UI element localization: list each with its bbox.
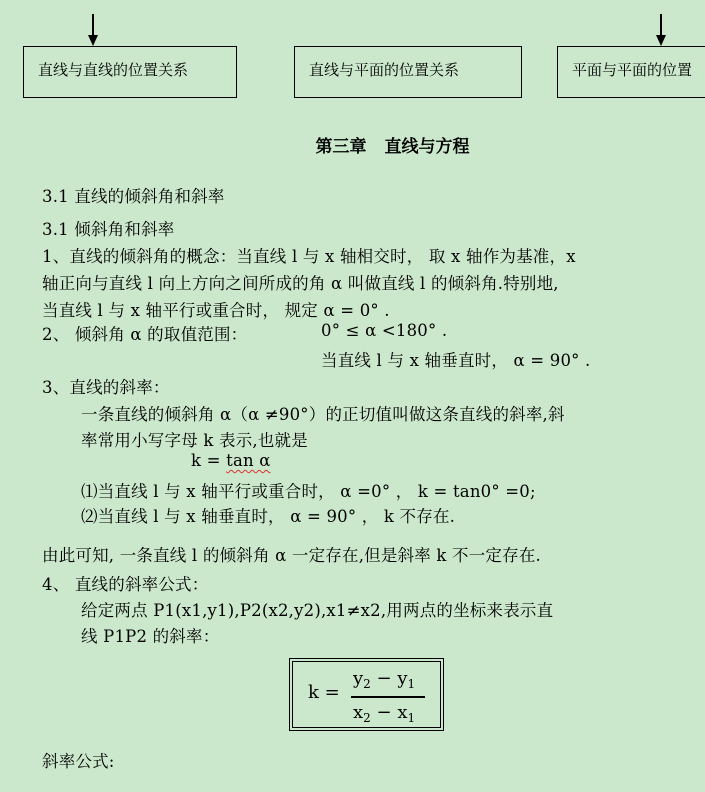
numerator-minus: − bbox=[370, 668, 398, 689]
text-line-15: 线 P1P2 的斜率： bbox=[81, 627, 220, 646]
flow-box-plane-plane: 平面与平面的位置 bbox=[557, 46, 705, 98]
text-line-10: ⑴当直线 l 与 x 轴平行或重合时， α =0° ， k = tan0° =0; bbox=[81, 482, 536, 501]
section-heading-1: 3.1 直线的倾斜角和斜率 bbox=[42, 187, 225, 206]
denominator-sub-2: 2 bbox=[363, 711, 371, 725]
text-line-13: 4、 直线的斜率公式： bbox=[42, 575, 209, 594]
text-line-14: 给定两点 P1(x1,y1),P2(x2,y2),x1≠x2,用两点的坐标来表示直 bbox=[81, 601, 554, 620]
flow-box-line-plane: 直线与平面的位置关系 bbox=[294, 46, 522, 98]
arrow-right-head bbox=[656, 35, 666, 46]
numerator-sub-2: 2 bbox=[363, 677, 371, 691]
denominator-x: x bbox=[353, 702, 364, 723]
flow-box-line-line: 直线与直线的位置关系 bbox=[23, 46, 237, 98]
formula-denominator bbox=[353, 702, 415, 725]
text-line-12: 由此可知, 一条直线 l 的倾斜角 α 一定存在,但是斜率 k 不一定存在. bbox=[42, 546, 541, 565]
section-heading-2: 3.1 倾斜角和斜率 bbox=[42, 220, 175, 239]
fraction-bar bbox=[351, 696, 425, 698]
k-equals: k = bbox=[191, 451, 227, 470]
formula-numerator bbox=[353, 668, 415, 691]
chapter-title bbox=[0, 132, 705, 157]
text-line-6: 3、直线的斜率： bbox=[42, 378, 170, 397]
text-line-7: 一条直线的倾斜角 α（α ≠90°）的正切值叫做这条直线的斜率,斜 bbox=[81, 405, 565, 424]
formula-lhs: k = bbox=[308, 682, 340, 703]
denominator-x: x bbox=[397, 702, 408, 723]
chapter-name: 直线与方程 bbox=[384, 137, 470, 157]
text-line-2: 轴正向与直线 l 向上方向之间所成的角 α 叫做直线 l 的倾斜角.特别地, bbox=[42, 274, 559, 293]
text-line-4b: 0° ≤ α <180° . bbox=[321, 321, 448, 340]
text-line-11: ⑵当直线 l 与 x 轴垂直时， α = 90° ， k 不存在. bbox=[81, 507, 456, 526]
text-line-3: 当直线 l 与 x 轴平行或重合时， 规定 α = 0° . bbox=[42, 301, 390, 320]
arrow-right bbox=[660, 14, 662, 36]
numerator-sub-1: 1 bbox=[407, 677, 416, 691]
slope-formula-box bbox=[289, 658, 444, 731]
text-line-1: 1、直线的倾斜角的概念：当直线 l 与 x 轴相交时， 取 x 轴作为基准，x bbox=[42, 247, 576, 266]
numerator-y: y bbox=[353, 668, 364, 689]
arrow-left-head bbox=[88, 35, 98, 46]
slope-formula-inner bbox=[292, 661, 441, 728]
numerator-y: y bbox=[397, 668, 408, 689]
denominator-minus: − bbox=[370, 702, 398, 723]
denominator-sub-1: 1 bbox=[407, 711, 416, 725]
text-line-4a: 2、 倾斜角 α 的取值范围： bbox=[42, 325, 248, 344]
arrow-left bbox=[92, 14, 94, 36]
tan-alpha: tan α bbox=[226, 451, 271, 470]
text-line-8: 率常用小写字母 k 表示,也就是 bbox=[81, 431, 308, 450]
text-line-5: 当直线 l 与 x 轴垂直时， α = 90° . bbox=[321, 351, 591, 370]
chapter-number: 第三章 bbox=[315, 137, 367, 157]
text-line-16: 斜率公式: bbox=[42, 752, 115, 771]
text-line-9 bbox=[191, 451, 271, 470]
